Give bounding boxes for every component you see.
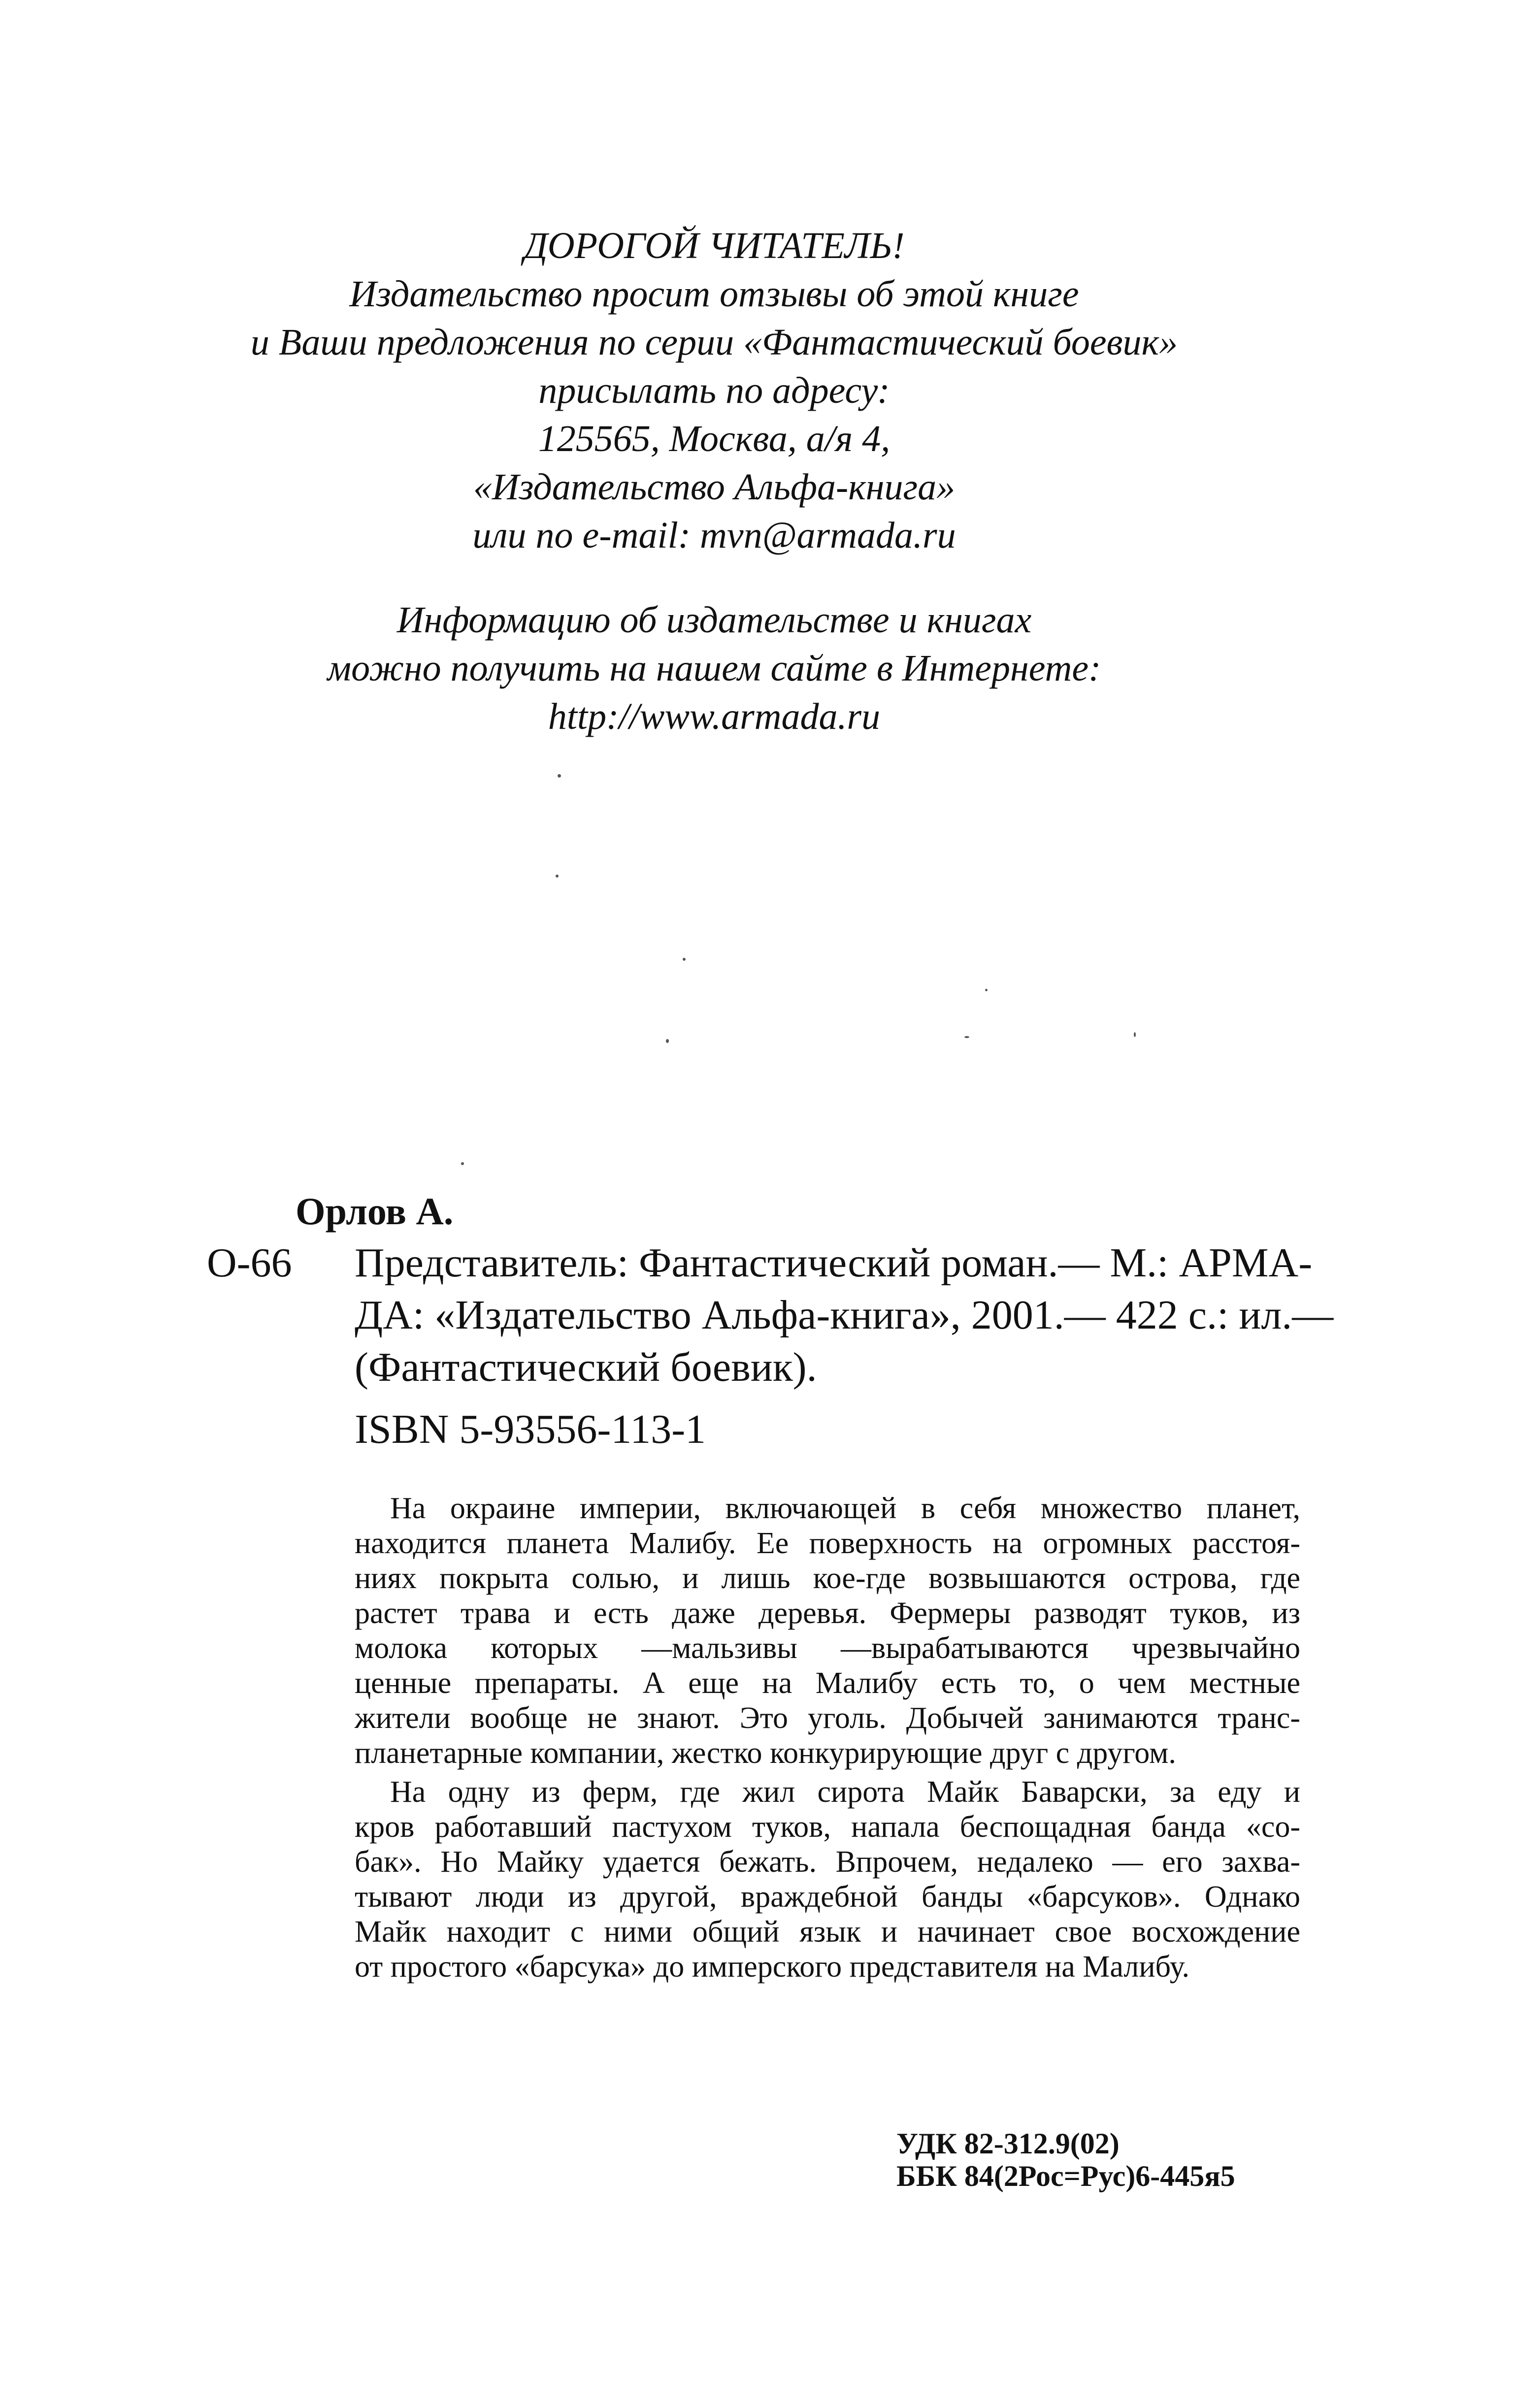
scan-speck [964, 1036, 969, 1038]
scan-speck [683, 958, 686, 961]
bbk-code: ББК 84(2Рос=Рус)6-445я5 [896, 2160, 1235, 2192]
udk-code: УДК 82-312.9(02) [896, 2127, 1120, 2160]
scan-speck [985, 989, 988, 991]
annotation-line: тывают люди из другой, враждебной банды «барсуков». Однако [355, 1880, 1300, 1914]
scan-speck [558, 774, 561, 778]
annotation-line: На окраине империи, включающей в себя множество планет, [390, 1492, 1300, 1525]
reader-notice-line: Издательство просит отзывы об этой книге [349, 273, 1079, 315]
annotation-line: кров работавший пастухом туков, напала беспощадная банда «со- [355, 1810, 1300, 1844]
scan-speck [1134, 1032, 1136, 1037]
annotation-line: от простого «барсука» до имперского представителя на Малибу. [355, 1950, 1190, 1984]
book-description-line: (Фантастический боевик). [355, 1344, 817, 1390]
annotation-line: ниях покрыта солью, и лишь кое-где возвышаются острова, где [355, 1562, 1300, 1595]
scan-speck [461, 1162, 464, 1165]
annotation [355, 1491, 1300, 1985]
scan-speck [556, 875, 559, 878]
annotation-line: молока которых —мальзивы —вырабатываются чрезвычайно [355, 1631, 1300, 1665]
annotation-line: На одну из ферм, где жил сирота Майк Баварски, за еду и [390, 1775, 1300, 1809]
reader-notice-email: или по e-mail: mvn@armada.ru [472, 515, 956, 556]
annotation-line: Майк находит с ними общий язык и начинает свое восхождение [355, 1915, 1300, 1949]
paragraph-gap [355, 1771, 1300, 1775]
reader-notice-address: 125565, Москва, а/я 4, [538, 418, 890, 459]
reader-notice-publisher: «Издательство Альфа-книга» [473, 466, 956, 508]
reader-notice-gap [187, 559, 1241, 596]
site-info-line: Информацию об издательстве и книгах [396, 599, 1032, 641]
annotation-line: жители вообще не знают. Это уголь. Добычей занимаются транс- [355, 1701, 1300, 1735]
classification-codes [896, 2127, 1235, 2192]
site-info-url: http://www.armada.ru [548, 696, 881, 737]
annotation-line: бак». Но Майку удается бежать. Впрочем, недалеко — его захва- [355, 1845, 1300, 1879]
scan-speck [666, 1039, 669, 1043]
reader-notice-heading: ДОРОГОЙ ЧИТАТЕЛЬ! [524, 225, 905, 266]
book-description-line: ДА: «Издательство Альфа-книга», 2001.— 422 с.: ил.— [355, 1292, 1334, 1338]
annotation-line: планетарные компании, жестко конкурирующие друг с другом. [355, 1736, 1176, 1770]
reader-notice-line: присылать по адресу: [538, 370, 890, 411]
book-description [355, 1237, 1334, 1394]
reader-notice-line: и Ваши предложения по серии «Фантастический боевик» [250, 322, 1178, 363]
site-info-line: можно получить на нашем сайте в Интернете: [327, 648, 1101, 689]
book-description-line: Представитель: Фантастический роман.— М.: АРМА- [355, 1240, 1313, 1286]
author-code: О-66 [207, 1240, 292, 1286]
annotation-line: ценные препараты. А еще на Малибу есть то, о чем местные [355, 1666, 1300, 1700]
reader-notice [187, 222, 1241, 741]
book-author: Орлов А. [296, 1190, 454, 1233]
annotation-line: растет трава и есть даже деревья. Фермеры разводят туков, из [355, 1596, 1300, 1630]
isbn: ISBN 5-93556-113-1 [355, 1406, 706, 1452]
annotation-line: находится планета Малибу. Ее поверхность на огромных расстоя- [355, 1527, 1300, 1560]
